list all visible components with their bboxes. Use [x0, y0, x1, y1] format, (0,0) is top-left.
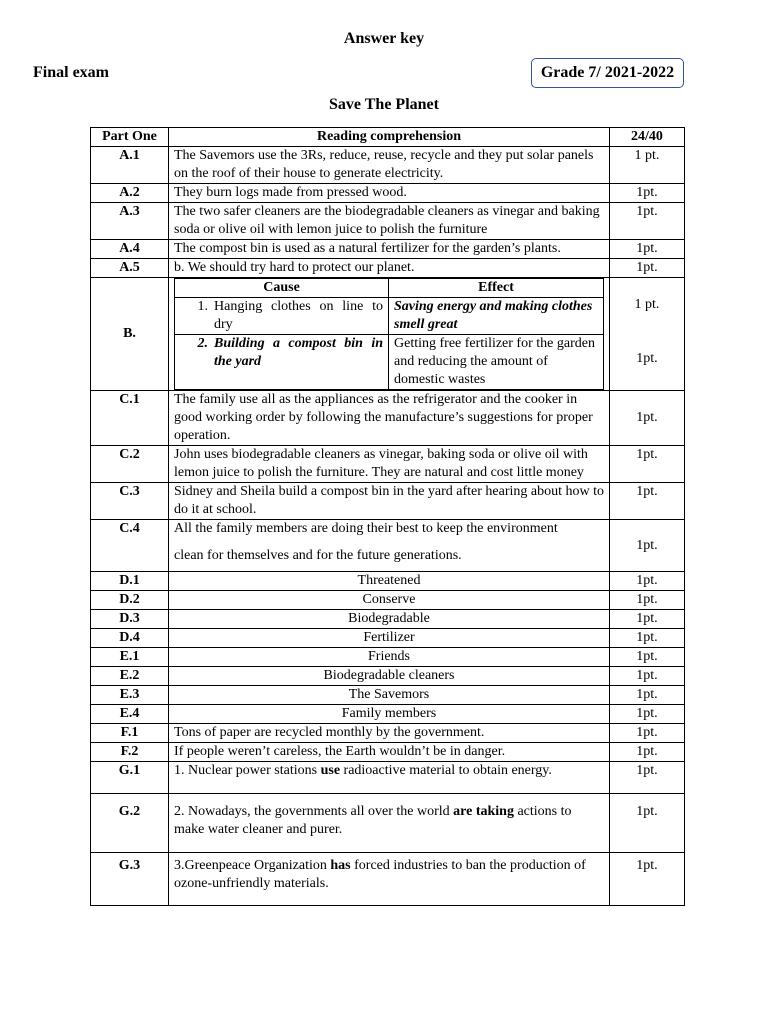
header-part: Part One [91, 128, 169, 147]
answer-post: actions to make water cleaner and purer. [174, 804, 572, 837]
effect-1: Saving energy and making clothes smell great [389, 298, 604, 335]
points: 1pt. [610, 794, 685, 853]
answer-text: b. We should try hard to protect our planet. [169, 259, 610, 278]
table-row [91, 705, 685, 724]
header-score: 24/40 [610, 128, 685, 147]
answer-table [90, 127, 685, 906]
cause-number: 1. [197, 299, 208, 314]
points: 1pt. [610, 705, 685, 724]
table-header-row [91, 128, 685, 147]
points: 1pt. [610, 184, 685, 203]
points: 1pt. [610, 446, 685, 483]
points: 1pt. [610, 520, 685, 572]
question-id: G.2 [91, 794, 169, 853]
points: 1pt. [610, 667, 685, 686]
question-id: B. [91, 278, 169, 391]
answer-text: If people weren’t careless, the Earth wouldn’t be in danger. [169, 743, 610, 762]
question-id: G.3 [91, 853, 169, 906]
answer-text: The Savemors use the 3Rs, reduce, reuse, recycle and they put solar panels on the roof of their house to generate electricity. [169, 147, 610, 184]
cause-effect-cell [169, 278, 610, 391]
table-row [91, 184, 685, 203]
effect-2: Getting free fertilizer for the garden and reducing the amount of domestic wastes [389, 335, 604, 390]
points: 1pt. [610, 724, 685, 743]
answer-text [169, 853, 610, 906]
question-id: G.1 [91, 762, 169, 794]
question-id: D.1 [91, 572, 169, 591]
answer-text [169, 794, 610, 853]
cause-2 [175, 335, 389, 390]
question-id: F.2 [91, 743, 169, 762]
answer-text: The two safer cleaners are the biodegradable cleaners as vinegar and baking soda or olive oil with lemon juice to polish the furniture [169, 203, 610, 240]
cause-header: Cause [175, 279, 389, 298]
answer-post: radioactive material to obtain energy. [340, 763, 552, 778]
points: 1pt. [610, 853, 685, 906]
question-id: C.3 [91, 483, 169, 520]
points: 1pt. [610, 203, 685, 240]
answer-text: Tons of paper are recycled monthly by the government. [169, 724, 610, 743]
answer-text: The family use all as the appliances as the refrigerator and the cooker in good working order by following the manufacture’s suggestions for proper operation. [169, 391, 610, 446]
answer-verb: are taking [453, 804, 514, 819]
answer-line: All the family members are doing their best to keep the environment [174, 521, 558, 536]
exam-label: Final exam [33, 64, 109, 81]
page-subtitle: Save The Planet [329, 96, 439, 113]
question-id: D.3 [91, 610, 169, 629]
answer-text: Sidney and Sheila build a compost bin in the yard after hearing about how to do it at school. [169, 483, 610, 520]
answer-verb: use [320, 763, 341, 778]
answer-text: Biodegradable cleaners [169, 667, 610, 686]
question-id: A.2 [91, 184, 169, 203]
table-row [91, 446, 685, 483]
question-id: A.1 [91, 147, 169, 184]
table-row [91, 203, 685, 240]
answer-text: They burn logs made from pressed wood. [169, 184, 610, 203]
table-row [91, 853, 685, 906]
answer-text: Threatened [169, 572, 610, 591]
question-id: F.1 [91, 724, 169, 743]
answer-pre: 2. Nowadays, the governments all over the world [174, 804, 454, 819]
question-id: A.4 [91, 240, 169, 259]
cause-number: 2. [197, 336, 208, 351]
question-id: D.2 [91, 591, 169, 610]
points: 1pt. [610, 686, 685, 705]
page-title: Answer key [343, 30, 425, 47]
table-row [91, 259, 685, 278]
points-cell [610, 278, 685, 391]
table-row [91, 391, 685, 446]
table-row-cause-effect [91, 278, 685, 391]
header-section: Reading comprehension [169, 128, 610, 147]
answer-pre: 3.Greenpeace Organization [174, 858, 331, 873]
answer-text: Biodegradable [169, 610, 610, 629]
answer-pre: 1. Nuclear power stations [174, 763, 321, 778]
table-row [91, 794, 685, 853]
table-row [91, 686, 685, 705]
cause-text: Hanging clothes on line to dry [214, 299, 383, 332]
table-row [91, 483, 685, 520]
points: 1 pt. [610, 147, 685, 184]
table-row [91, 629, 685, 648]
points: 1pt. [610, 743, 685, 762]
table-row [91, 147, 685, 184]
question-id: C.4 [91, 520, 169, 572]
answer-text: Family members [169, 705, 610, 724]
question-id: A.3 [91, 203, 169, 240]
points: 1pt. [610, 762, 685, 794]
answer-text [169, 762, 610, 794]
points: 1 pt. [634, 297, 660, 312]
question-id: D.4 [91, 629, 169, 648]
answer-text [169, 520, 610, 572]
answer-text: The Savemors [169, 686, 610, 705]
table-row [91, 648, 685, 667]
question-id: E.3 [91, 686, 169, 705]
cause-text: Building a compost bin in the yard [214, 336, 383, 369]
grade-box: Grade 7/ 2021-2022 [531, 58, 684, 88]
answer-verb: has [330, 858, 351, 873]
points: 1pt. [610, 259, 685, 278]
question-id: A.5 [91, 259, 169, 278]
answer-post: forced industries to ban the production of ozone-unfriendly materials. [174, 858, 586, 891]
table-row [91, 743, 685, 762]
question-id: C.1 [91, 391, 169, 446]
points: 1pt. [610, 610, 685, 629]
answer-text: Friends [169, 648, 610, 667]
table-row [91, 520, 685, 572]
points: 1pt. [610, 572, 685, 591]
table-row [91, 610, 685, 629]
points: 1pt. [636, 351, 658, 366]
cause-1 [175, 298, 389, 335]
question-id: C.2 [91, 446, 169, 483]
table-row [91, 240, 685, 259]
points: 1pt. [610, 391, 685, 446]
table-row [91, 591, 685, 610]
cause-effect-table [174, 278, 604, 390]
question-id: E.1 [91, 648, 169, 667]
question-id: E.2 [91, 667, 169, 686]
points: 1pt. [610, 591, 685, 610]
points: 1pt. [610, 240, 685, 259]
answer-text: Fertilizer [169, 629, 610, 648]
answer-text: John uses biodegradable cleaners as vinegar, baking soda or olive oil with lemon juice to polish the furniture. They are natural and cost little money [169, 446, 610, 483]
points: 1pt. [610, 483, 685, 520]
table-row [91, 762, 685, 794]
points: 1pt. [610, 629, 685, 648]
table-row [91, 667, 685, 686]
table-row [91, 572, 685, 591]
question-id: E.4 [91, 705, 169, 724]
answer-text: The compost bin is used as a natural fertilizer for the garden’s plants. [169, 240, 610, 259]
answer-line: clean for themselves and for the future generations. [174, 548, 462, 563]
points: 1pt. [610, 648, 685, 667]
effect-header: Effect [389, 279, 604, 298]
table-row [91, 724, 685, 743]
answer-text: Conserve [169, 591, 610, 610]
